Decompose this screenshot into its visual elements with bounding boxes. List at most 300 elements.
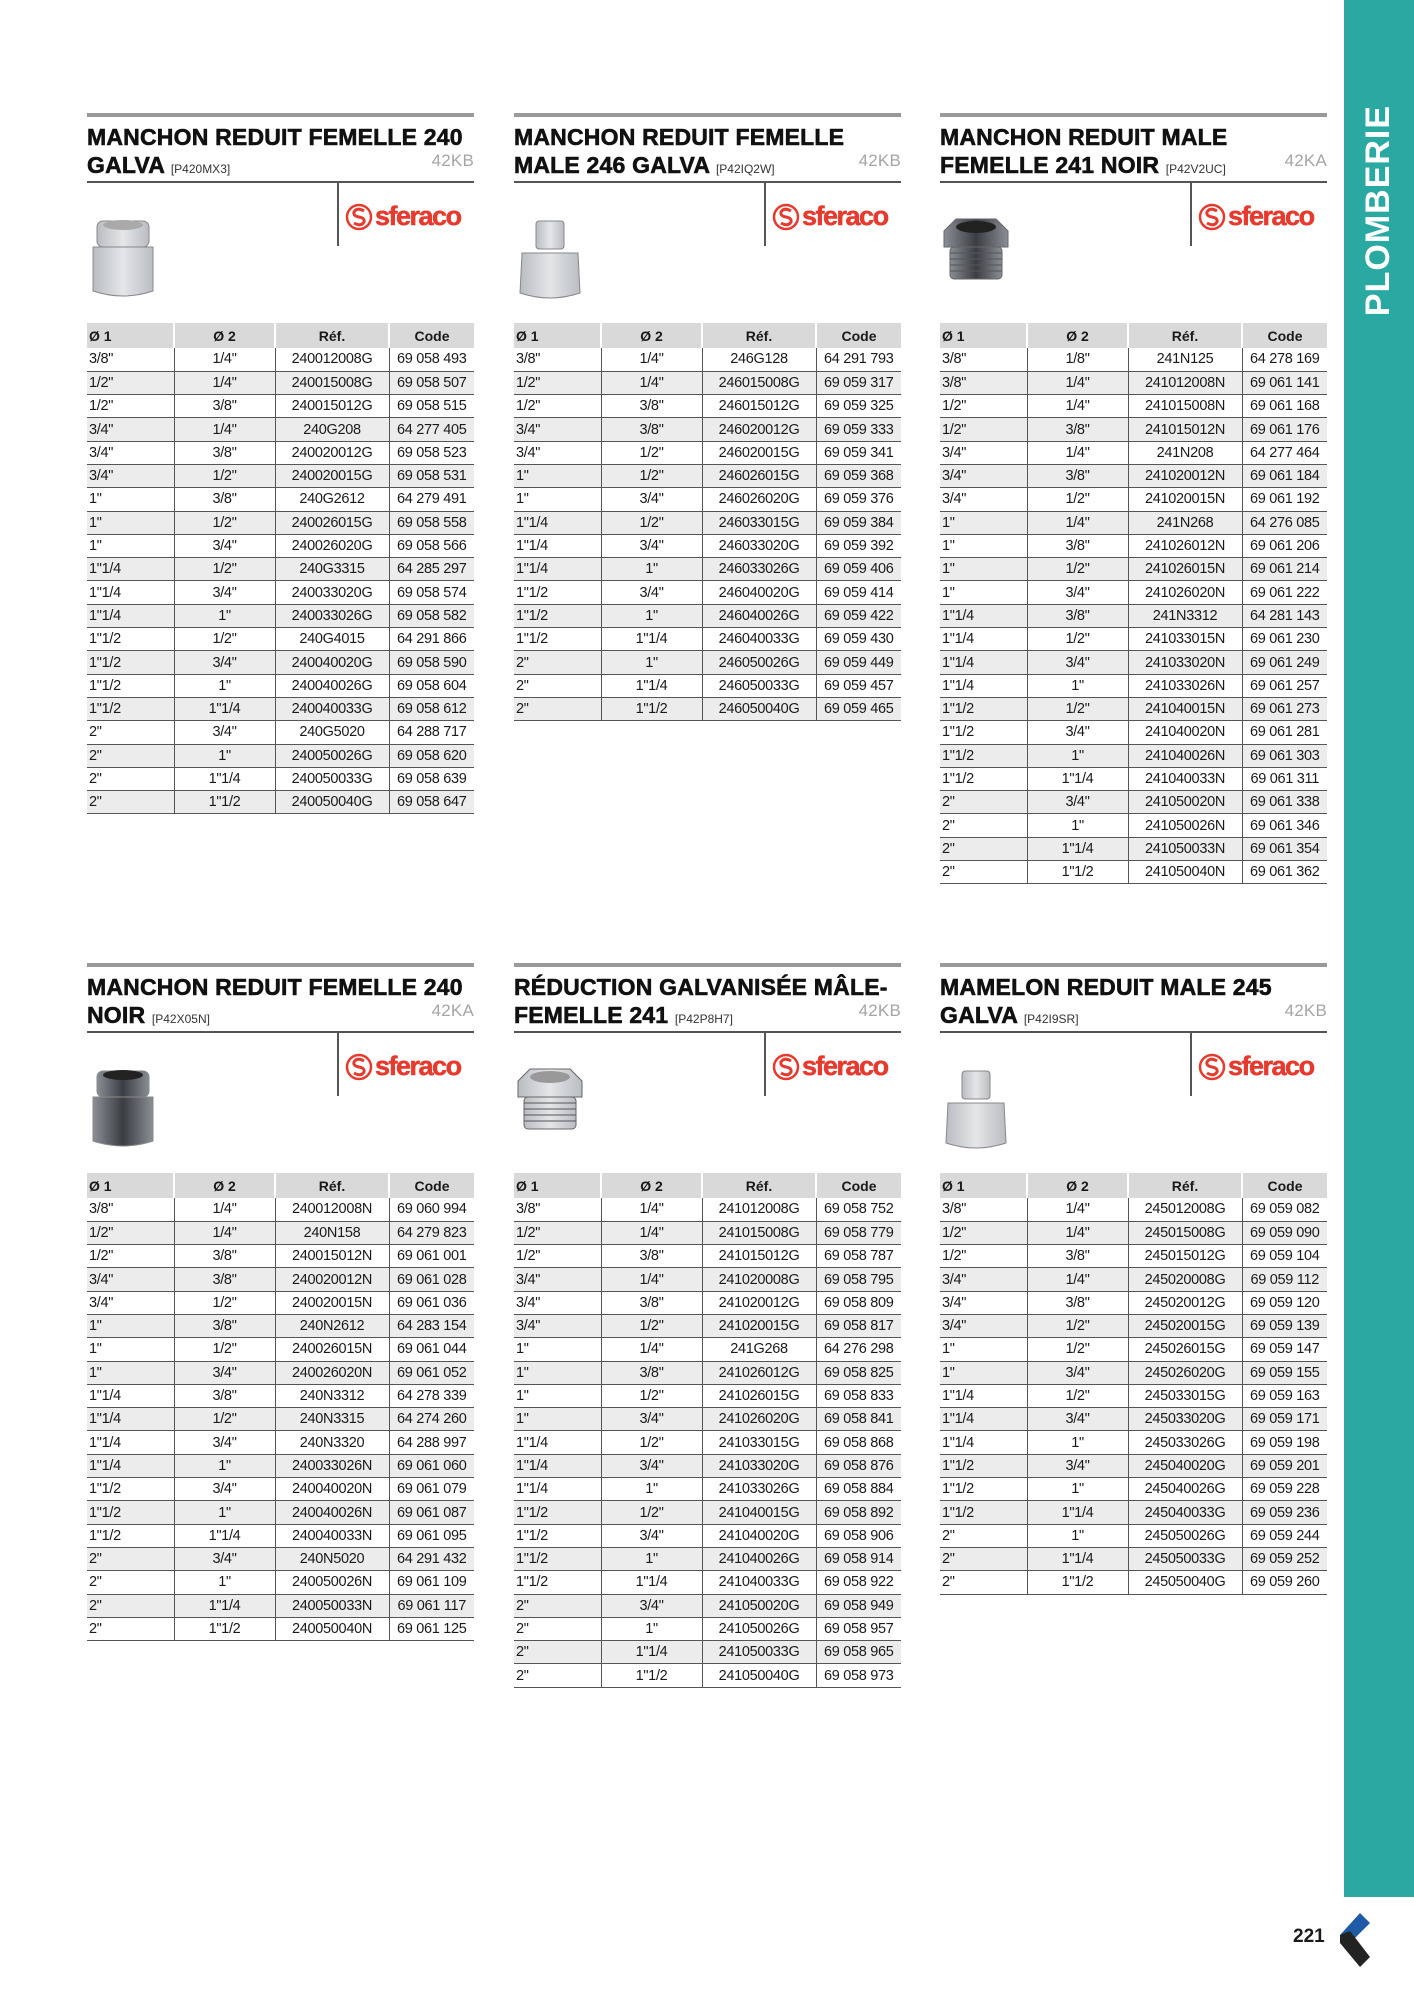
table-cell: 69 061 052 — [389, 1361, 474, 1384]
section-label-text: PLOMBERIE — [1359, 104, 1398, 316]
table-cell: 2" — [514, 674, 601, 697]
table-cell: 3/8" — [940, 348, 1027, 371]
table-cell: 69 061 249 — [1242, 651, 1327, 674]
table-cell: 1" — [514, 1408, 601, 1431]
table-cell: 1"1/2 — [174, 1617, 275, 1640]
table-cell: 1" — [1027, 744, 1128, 767]
column-header: Ø 2 — [1027, 1173, 1128, 1198]
table-cell: 3/8" — [87, 1198, 174, 1221]
table-row — [514, 1641, 901, 1664]
table-cell: 64 277 405 — [389, 418, 474, 441]
table-row — [514, 1501, 901, 1524]
divider — [337, 1033, 339, 1096]
column-header: Ø 1 — [514, 323, 601, 348]
table-cell: 3/4" — [514, 1291, 601, 1314]
sferaco-s-icon — [345, 1053, 373, 1081]
table-cell: 3/4" — [601, 1454, 702, 1477]
product-media — [514, 183, 901, 323]
table-cell: 69 058 620 — [389, 744, 474, 767]
table-row — [87, 581, 474, 604]
table-cell: 240020015G — [275, 464, 389, 487]
table-row — [87, 441, 474, 464]
column-header: Code — [816, 1173, 901, 1198]
table-cell: 1/2" — [1027, 628, 1128, 651]
table-cell: 69 058 825 — [816, 1361, 901, 1384]
table-row — [940, 814, 1327, 837]
product-media — [87, 1033, 474, 1173]
table-cell: 69 059 201 — [1242, 1454, 1327, 1477]
table-cell: 240033026G — [275, 604, 389, 627]
table-row — [514, 1547, 901, 1570]
table-cell: 240050026G — [275, 744, 389, 767]
sferaco-s-icon — [1198, 203, 1226, 231]
table-cell: 1/2" — [1027, 488, 1128, 511]
table-cell: 3/4" — [174, 1547, 275, 1570]
product-image — [940, 1063, 1012, 1153]
table-row — [87, 1408, 474, 1431]
table-cell: 241050020N — [1128, 791, 1242, 814]
table-cell: 3/4" — [174, 534, 275, 557]
table-cell: 1"1/2 — [1027, 1571, 1128, 1594]
table-cell: 1"1/2 — [514, 604, 601, 627]
table-cell: 1/4" — [1027, 1221, 1128, 1244]
table-cell: 2" — [940, 1547, 1027, 1570]
table-cell: 69 061 079 — [389, 1478, 474, 1501]
table-cell: 1"1/2 — [514, 1501, 601, 1524]
section-label — [1352, 100, 1406, 320]
table-cell: 241020012G — [702, 1291, 816, 1314]
table-row — [514, 674, 901, 697]
table-cell: 1" — [601, 1478, 702, 1501]
table-cell: 69 059 236 — [1242, 1501, 1327, 1524]
table-cell: 2" — [87, 1594, 174, 1617]
table-cell: 241N125 — [1128, 348, 1242, 371]
table-cell: 241050033G — [702, 1641, 816, 1664]
table-cell: 240N2612 — [275, 1314, 389, 1337]
table-row — [940, 534, 1327, 557]
table-cell: 64 278 339 — [389, 1384, 474, 1407]
table-cell: 240G3315 — [275, 558, 389, 581]
column-header: Réf. — [1128, 323, 1242, 348]
table-cell: 1"1/2 — [87, 1524, 174, 1547]
table-cell: 69 058 841 — [816, 1408, 901, 1431]
column-header: Réf. — [275, 323, 389, 348]
table-cell: 69 061 206 — [1242, 534, 1327, 557]
table-row — [87, 558, 474, 581]
table-cell: 3/8" — [601, 1291, 702, 1314]
table-row — [514, 511, 901, 534]
table-cell: 1" — [87, 511, 174, 534]
table-cell: 69 059 430 — [816, 628, 901, 651]
table-cell: 69 058 914 — [816, 1547, 901, 1570]
table-cell: 1" — [1027, 1478, 1128, 1501]
table-row — [87, 395, 474, 418]
table-cell: 69 061 060 — [389, 1454, 474, 1477]
table-row — [87, 674, 474, 697]
table-cell: 1/2" — [87, 371, 174, 394]
table-cell: 3/4" — [1027, 1361, 1128, 1384]
table-cell: 69 059 449 — [816, 651, 901, 674]
table-cell: 240G5020 — [275, 721, 389, 744]
table-cell: 1" — [514, 1384, 601, 1407]
table-cell: 3/8" — [174, 1314, 275, 1337]
table-row — [514, 697, 901, 720]
product-section — [514, 963, 901, 1688]
table-cell: 241N208 — [1128, 441, 1242, 464]
table-cell: 64 291 432 — [389, 1547, 474, 1570]
table-cell: 2" — [940, 1524, 1027, 1547]
table-cell: 241012008N — [1128, 371, 1242, 394]
table-cell: 69 058 892 — [816, 1501, 901, 1524]
table-cell: 69 059 171 — [1242, 1408, 1327, 1431]
table-cell: 1/2" — [601, 511, 702, 534]
table-cell: 245050040G — [1128, 1571, 1242, 1594]
table-cell: 240040020G — [275, 651, 389, 674]
table-cell: 246015008G — [702, 371, 816, 394]
table-row — [940, 767, 1327, 790]
table-cell: 1"1/4 — [601, 1641, 702, 1664]
table-cell: 245040026G — [1128, 1478, 1242, 1501]
table-cell: 1"1/2 — [514, 1524, 601, 1547]
product-title — [940, 117, 1327, 181]
table-cell: 1/2" — [174, 511, 275, 534]
table-cell: 3/4" — [1027, 1454, 1128, 1477]
table-cell: 69 059 252 — [1242, 1547, 1327, 1570]
table-row — [87, 697, 474, 720]
table-cell: 64 288 717 — [389, 721, 474, 744]
column-header: Code — [1242, 1173, 1327, 1198]
table-row — [940, 441, 1327, 464]
brand-logo-text: sferaco — [802, 1051, 888, 1081]
table-cell: 246050040G — [702, 697, 816, 720]
table-cell: 1"1/4 — [1027, 767, 1128, 790]
table-cell: 69 061 362 — [1242, 861, 1327, 884]
table-cell: 69 058 809 — [816, 1291, 901, 1314]
table-cell: 2" — [87, 1617, 174, 1640]
table-cell: 1/4" — [174, 1221, 275, 1244]
table-cell: 240N3315 — [275, 1408, 389, 1431]
table-cell: 246040026G — [702, 604, 816, 627]
table-row — [940, 1268, 1327, 1291]
table-cell: 241050026G — [702, 1617, 816, 1640]
table-row — [514, 1338, 901, 1361]
table-row — [87, 1571, 474, 1594]
table-cell: 1/2" — [174, 1338, 275, 1361]
column-header: Code — [816, 323, 901, 348]
table-cell: 3/8" — [601, 1361, 702, 1384]
table-row — [940, 395, 1327, 418]
table-cell: 3/4" — [87, 464, 174, 487]
table-cell: 64 291 866 — [389, 628, 474, 651]
table-row — [514, 628, 901, 651]
table-row — [940, 558, 1327, 581]
table-cell: 1/2" — [87, 1221, 174, 1244]
table-cell: 69 058 957 — [816, 1617, 901, 1640]
table-cell: 241040020G — [702, 1524, 816, 1547]
table-cell: 69 058 507 — [389, 371, 474, 394]
table-cell: 241020008G — [702, 1268, 816, 1291]
table-cell: 3/4" — [174, 1361, 275, 1384]
table-cell: 241020015G — [702, 1314, 816, 1337]
table-cell: 1"1/4 — [87, 558, 174, 581]
table-cell: 1/2" — [514, 395, 601, 418]
table-cell: 241026020N — [1128, 581, 1242, 604]
product-sku: [P42P8H7] — [674, 1012, 733, 1026]
table-row — [514, 441, 901, 464]
table-cell: 240015012N — [275, 1245, 389, 1268]
table-cell: 69 059 333 — [816, 418, 901, 441]
product-name: MAMELON REDUIT MALE 245 GALVA — [940, 974, 1272, 1028]
table-cell: 1"1/2 — [87, 651, 174, 674]
table-cell: 69 059 260 — [1242, 1571, 1327, 1594]
table-cell: 69 058 973 — [816, 1664, 901, 1687]
table-row — [87, 1594, 474, 1617]
table-cell: 3/4" — [940, 1314, 1027, 1337]
table-cell: 1/2" — [87, 1245, 174, 1268]
table-row — [514, 1617, 901, 1640]
table-cell: 3/8" — [174, 1268, 275, 1291]
table-cell: 69 061 303 — [1242, 744, 1327, 767]
table-cell: 69 059 244 — [1242, 1524, 1327, 1547]
table-cell: 1"1/4 — [514, 558, 601, 581]
table-cell: 1/2" — [1027, 558, 1128, 581]
table-row — [87, 1524, 474, 1547]
table-cell: 69 059 341 — [816, 441, 901, 464]
table-cell: 240N3312 — [275, 1384, 389, 1407]
table-cell: 69 061 168 — [1242, 395, 1327, 418]
table-cell: 3/4" — [1027, 1408, 1128, 1431]
table-cell: 241050033N — [1128, 837, 1242, 860]
table-cell: 3/4" — [87, 441, 174, 464]
brand-logo-text: sferaco — [1228, 1051, 1314, 1081]
category-code: 42KB — [1284, 1001, 1327, 1020]
table-cell: 69 061 141 — [1242, 371, 1327, 394]
table-cell: 241040033G — [702, 1571, 816, 1594]
table-cell: 3/8" — [601, 1245, 702, 1268]
table-row — [940, 697, 1327, 720]
product-name: MANCHON REDUIT FEMELLE 240 NOIR — [87, 974, 463, 1028]
column-header: Ø 2 — [601, 1173, 702, 1198]
table-row — [87, 1384, 474, 1407]
table-cell: 246050033G — [702, 674, 816, 697]
table-cell: 2" — [940, 1571, 1027, 1594]
table-row — [940, 604, 1327, 627]
table-cell: 1/4" — [174, 348, 275, 371]
table-cell: 69 058 558 — [389, 511, 474, 534]
table-row — [940, 488, 1327, 511]
table-cell: 1/2" — [940, 418, 1027, 441]
table-cell: 1"1/4 — [940, 674, 1027, 697]
table-cell: 69 059 392 — [816, 534, 901, 557]
table-row — [940, 861, 1327, 884]
table-cell: 69 061 001 — [389, 1245, 474, 1268]
table-cell: 241033026N — [1128, 674, 1242, 697]
table-cell: 240026015N — [275, 1338, 389, 1361]
table-cell: 69 061 192 — [1242, 488, 1327, 511]
table-cell: 1" — [1027, 674, 1128, 697]
column-header: Réf. — [1128, 1173, 1242, 1198]
table-cell: 69 059 090 — [1242, 1221, 1327, 1244]
table-cell: 1"1/2 — [940, 721, 1027, 744]
product-title — [87, 967, 474, 1031]
table-cell: 64 279 491 — [389, 488, 474, 511]
table-row — [514, 1571, 901, 1594]
table-cell: 240015012G — [275, 395, 389, 418]
table-cell: 3/8" — [174, 1384, 275, 1407]
product-media — [87, 183, 474, 323]
table-cell: 2" — [514, 1641, 601, 1664]
table-cell: 240050040N — [275, 1617, 389, 1640]
table-cell: 1/2" — [514, 1221, 601, 1244]
table-cell: 1" — [1027, 814, 1128, 837]
table-cell: 1"1/2 — [514, 1547, 601, 1570]
table-cell: 64 276 298 — [816, 1338, 901, 1361]
table-cell: 3/4" — [514, 441, 601, 464]
table-cell: 69 058 582 — [389, 604, 474, 627]
table-cell: 3/4" — [601, 488, 702, 511]
table-cell: 1" — [87, 1338, 174, 1361]
table-cell: 69 059 082 — [1242, 1198, 1327, 1221]
table-cell: 1"1/4 — [1027, 837, 1128, 860]
column-header: Ø 2 — [1027, 323, 1128, 348]
table-cell: 1" — [601, 651, 702, 674]
table-row — [87, 1314, 474, 1337]
table-cell: 64 276 085 — [1242, 511, 1327, 534]
column-header: Réf. — [275, 1173, 389, 1198]
table-cell: 1" — [174, 604, 275, 627]
table-row — [87, 1478, 474, 1501]
table-cell: 240012008N — [275, 1198, 389, 1221]
table-cell: 1/2" — [1027, 697, 1128, 720]
product-title — [514, 117, 901, 181]
table-cell: 69 059 325 — [816, 395, 901, 418]
table-cell: 245020015G — [1128, 1314, 1242, 1337]
table-cell: 2" — [940, 837, 1027, 860]
table-cell: 245020012G — [1128, 1291, 1242, 1314]
table-cell: 2" — [514, 1594, 601, 1617]
divider — [1190, 183, 1192, 246]
product-table — [514, 323, 901, 721]
table-cell: 246040020G — [702, 581, 816, 604]
table-cell: 240020012G — [275, 441, 389, 464]
table-row — [87, 1431, 474, 1454]
table-cell: 69 058 604 — [389, 674, 474, 697]
table-cell: 3/4" — [87, 1291, 174, 1314]
table-cell: 69 058 876 — [816, 1454, 901, 1477]
table-row — [514, 1524, 901, 1547]
table-cell: 1"1/4 — [940, 628, 1027, 651]
table-cell: 1/4" — [1027, 1198, 1128, 1221]
table-cell: 1"1/2 — [87, 628, 174, 651]
column-header: Code — [389, 323, 474, 348]
table-cell: 1"1/4 — [87, 1454, 174, 1477]
table-cell: 69 058 493 — [389, 348, 474, 371]
table-cell: 1"1/2 — [940, 767, 1027, 790]
table-cell: 3/4" — [87, 1268, 174, 1291]
table-cell: 1" — [601, 558, 702, 581]
table-cell: 1" — [940, 534, 1027, 557]
table-cell: 69 061 230 — [1242, 628, 1327, 651]
table-cell: 241G268 — [702, 1338, 816, 1361]
table-cell: 3/8" — [514, 1198, 601, 1221]
table-cell: 245033015G — [1128, 1384, 1242, 1407]
table-cell: 3/8" — [1027, 534, 1128, 557]
table-cell: 3/8" — [1027, 1245, 1128, 1268]
table-row — [514, 488, 901, 511]
table-row — [940, 1524, 1327, 1547]
table-row — [940, 418, 1327, 441]
table-cell: 1/2" — [174, 1291, 275, 1314]
table-row — [87, 604, 474, 627]
table-cell: 241020012N — [1128, 464, 1242, 487]
table-cell: 1"1/4 — [940, 1431, 1027, 1454]
product-image — [87, 213, 159, 303]
table-cell: 69 059 163 — [1242, 1384, 1327, 1407]
table-cell: 3/4" — [1027, 721, 1128, 744]
table-cell: 1" — [514, 1361, 601, 1384]
table-cell: 240G4015 — [275, 628, 389, 651]
table-cell: 2" — [87, 1571, 174, 1594]
table-cell: 241050026N — [1128, 814, 1242, 837]
table-cell: 69 061 095 — [389, 1524, 474, 1547]
table-cell: 3/4" — [601, 1524, 702, 1547]
table-cell: 69 061 354 — [1242, 837, 1327, 860]
table-cell: 241026020G — [702, 1408, 816, 1431]
table-cell: 1" — [87, 1314, 174, 1337]
table-cell: 241033026G — [702, 1478, 816, 1501]
category-code: 42KB — [431, 151, 474, 170]
table-cell: 1"1/4 — [1027, 1501, 1128, 1524]
product-section — [87, 963, 474, 1641]
table-cell: 1/4" — [601, 1198, 702, 1221]
table-cell: 240N158 — [275, 1221, 389, 1244]
table-cell: 241026012N — [1128, 534, 1242, 557]
table-cell: 3/8" — [940, 1198, 1027, 1221]
table-cell: 69 058 868 — [816, 1431, 901, 1454]
table-cell: 1" — [514, 1338, 601, 1361]
table-cell: 245040033G — [1128, 1501, 1242, 1524]
table-cell: 3/8" — [940, 371, 1027, 394]
table-cell: 240050040G — [275, 791, 389, 814]
table-cell: 64 285 297 — [389, 558, 474, 581]
table-cell: 1"1/4 — [514, 1478, 601, 1501]
table-cell: 1"1/2 — [514, 581, 601, 604]
table-cell: 2" — [940, 861, 1027, 884]
table-cell: 1"1/2 — [940, 1454, 1027, 1477]
table-cell: 1/2" — [87, 395, 174, 418]
table-row — [87, 464, 474, 487]
table-row — [87, 1338, 474, 1361]
table-cell: 2" — [514, 1664, 601, 1687]
table-cell: 240G208 — [275, 418, 389, 441]
table-cell: 240026015G — [275, 511, 389, 534]
table-cell: 241033015G — [702, 1431, 816, 1454]
table-cell: 246015012G — [702, 395, 816, 418]
table-cell: 241026012G — [702, 1361, 816, 1384]
table-row — [514, 604, 901, 627]
table-cell: 3/8" — [601, 395, 702, 418]
table-cell: 1"1/4 — [601, 674, 702, 697]
table-cell: 1/8" — [1027, 348, 1128, 371]
table-cell: 1" — [174, 1501, 275, 1524]
table-cell: 69 058 523 — [389, 441, 474, 464]
table-cell: 3/8" — [1027, 604, 1128, 627]
sferaco-s-icon — [772, 1053, 800, 1081]
table-cell: 3/8" — [174, 441, 275, 464]
table-cell: 64 274 260 — [389, 1408, 474, 1431]
table-cell: 241033020G — [702, 1454, 816, 1477]
table-cell: 1"1/4 — [514, 1454, 601, 1477]
